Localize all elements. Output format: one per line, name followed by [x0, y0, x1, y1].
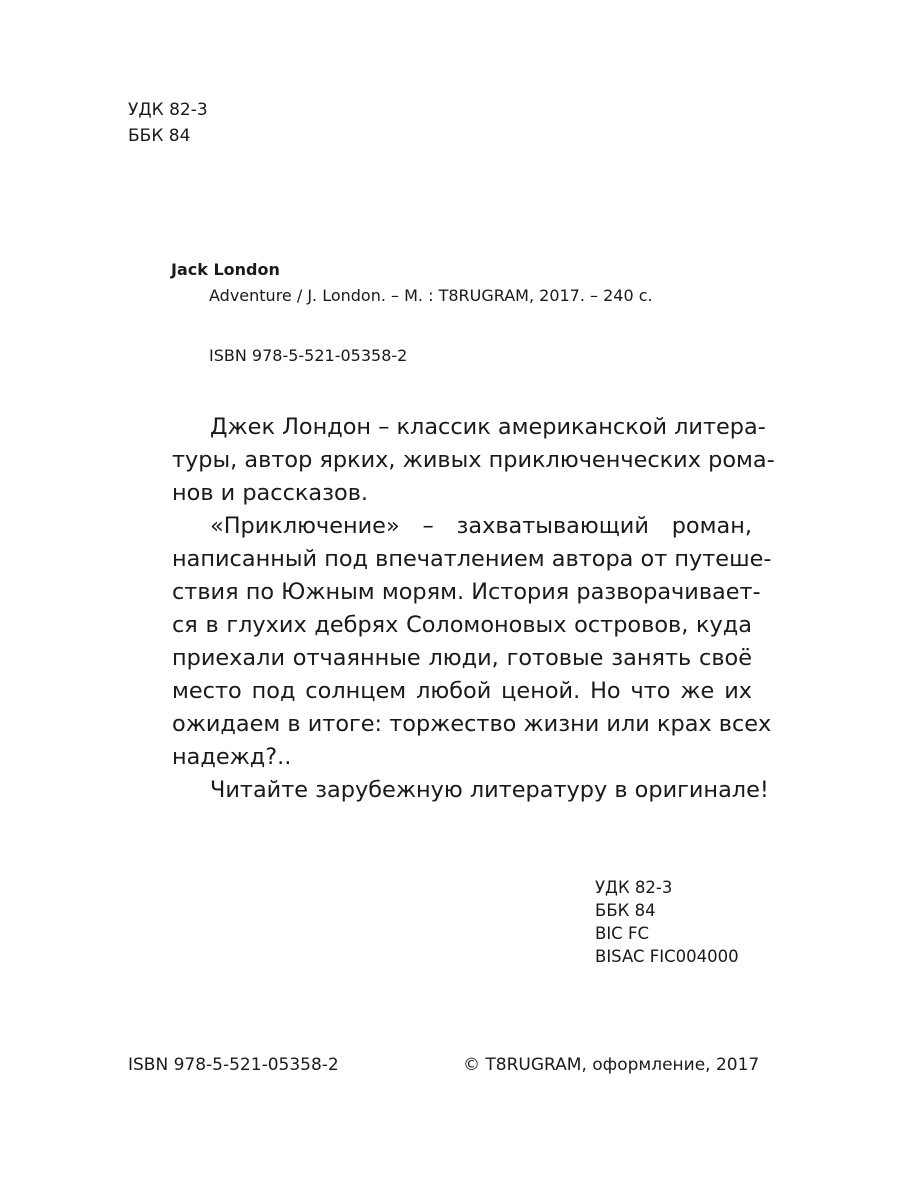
bisac-code: BISAC FIC004000: [595, 947, 739, 966]
annotation-line: ствия по Южным морям. История разворачивает-: [172, 579, 761, 605]
annotation: [172, 411, 775, 807]
annotation-line: написанный под впечатлением автора от путеше-: [172, 546, 772, 572]
annotation-line: нов и рассказов.: [172, 480, 369, 506]
annotation-closing-line: Читайте зарубежную литературу в оригинале!: [210, 777, 769, 803]
udk-code: УДК 82-3: [128, 100, 208, 120]
classification-bottom: [595, 876, 739, 968]
annotation-line: туры, автор ярких, живых приключенческих рома-: [172, 447, 775, 473]
annotation-line: ся в глухих дебрях Соломоновых островов, куда: [172, 612, 752, 638]
bbk-code: ББК 84: [595, 901, 656, 920]
bic-code: BIC FC: [595, 924, 649, 943]
annotation-line: Джек Лондон – классик американской литера-: [210, 414, 766, 440]
author-name: Jack London: [171, 260, 280, 279]
annotation-line: ожидаем в итоге: торжество жизни или крах всех: [172, 711, 772, 737]
annotation-line: надежд?..: [172, 744, 292, 770]
udk-code: УДК 82-3: [595, 878, 673, 897]
annotation-line: приехали отчаянные люди, готовые занять своё: [172, 645, 752, 671]
isbn-bibliographic: ISBN 978-5-521-05358-2: [209, 346, 408, 365]
annotation-line: «Приключение» – захватывающий роман,: [210, 513, 752, 539]
bibliographic-description: Adventure / J. London. – M. : T8RUGRAM, 2017. – 240 c.: [209, 286, 653, 305]
bbk-code: ББК 84: [128, 126, 191, 146]
annotation-line: место под солнцем любой ценой. Но что же их: [172, 678, 752, 704]
classification-top: [128, 97, 208, 149]
isbn-footer: ISBN 978-5-521-05358-2: [128, 1055, 339, 1075]
copyright-notice: © T8RUGRAM, оформление, 2017: [463, 1055, 760, 1075]
